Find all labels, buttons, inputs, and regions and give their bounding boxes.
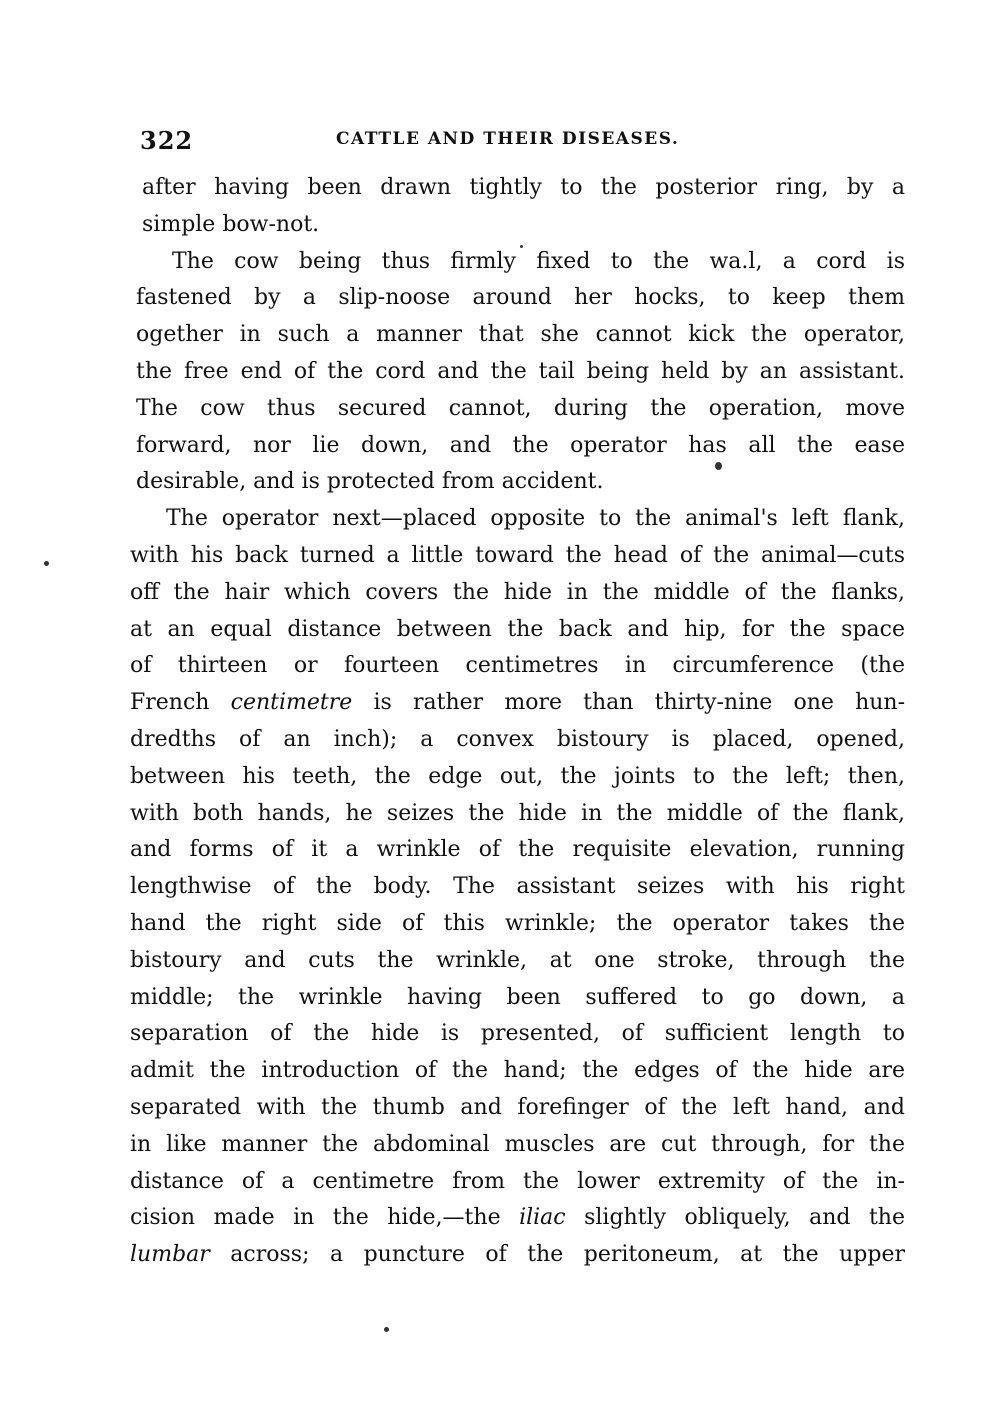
text-line: hand the right side of this wrinkle; the operator takes the	[130, 910, 905, 936]
running-title: CATTLE AND THEIR DISEASES.	[336, 129, 680, 149]
text-line: fastened by a slip-noose around her hocks, to keep them	[136, 285, 905, 311]
text-line: simple bow-not.	[142, 211, 320, 237]
text-line: with both hands, he seizes the hide in the middle of the flank,	[130, 800, 905, 826]
text-line: the free end of the cord and the tail being held by an assistant.	[136, 358, 905, 384]
text-line: dredths of an inch); a convex bistoury is placed, opened,	[130, 726, 905, 752]
text-line: and forms of it a wrinkle of the requisite elevation, running	[130, 837, 905, 863]
text-line: after having been drawn tightly to the posterior ring, by a	[142, 175, 905, 200]
italic-term: iliac	[519, 1205, 566, 1231]
text-line: lengthwise of the body. The assistant seizes with his right	[130, 874, 905, 900]
paragraph-3	[130, 501, 905, 1274]
italic-term: lumbar	[130, 1242, 210, 1268]
text-fragment: cision made in the hide,—the	[130, 1205, 501, 1231]
text-line: forward, nor lie down, and the operator has all the ease	[136, 432, 905, 458]
paragraph-1	[142, 170, 905, 244]
text-fragment: slightly obliquely, and the	[584, 1205, 905, 1231]
text-line: of thirteen or fourteen centimetres in circumference (the	[130, 653, 905, 679]
text-line: ogether in such a manner that she cannot kick the operator,	[136, 322, 905, 348]
text-line	[130, 685, 905, 722]
running-head	[140, 126, 920, 156]
text-fragment: across; a puncture of the peritoneum, at the upper	[230, 1242, 905, 1268]
text-line: admit the introduction of the hand; the edges of the hide are	[130, 1058, 905, 1084]
text-line: middle; the wrinkle having been suffered to go down, a	[130, 984, 905, 1010]
text-line: The operator next—placed opposite to the animal's left flank,	[166, 506, 905, 532]
text-line: distance of a centimetre from the lower extremity of the in-	[130, 1168, 905, 1194]
text-line	[130, 1237, 905, 1274]
body-text	[130, 170, 905, 1274]
text-line: at an equal distance between the back and hip, for the space	[130, 616, 905, 642]
scan-speck	[520, 245, 523, 248]
italic-term: centimetre	[230, 690, 353, 716]
text-line: separation of the hide is presented, of sufficient length to	[130, 1021, 905, 1047]
text-fragment: French	[130, 690, 210, 716]
paragraph-2	[136, 244, 905, 502]
text-line: off the hair which covers the hide in the middle of the flanks,	[130, 579, 905, 605]
text-line: bistoury and cuts the wrinkle, at one stroke, through the	[130, 947, 905, 973]
text-line: The cow being thus firmly fixed to the wa.l, a cord is	[172, 248, 905, 274]
text-line	[130, 1200, 905, 1237]
text-line: The cow thus secured cannot, during the operation, move	[136, 395, 905, 421]
scan-speck	[384, 1327, 389, 1332]
text-line: with his back turned a little toward the head of the animal—cuts	[130, 542, 905, 568]
text-line: in like manner the abdominal muscles are cut through, for the	[130, 1131, 905, 1157]
text-fragment: is rather more than thirty-nine one hun-	[373, 690, 906, 716]
text-line: separated with the thumb and forefinger of the left hand, and	[130, 1094, 905, 1120]
text-line: between his teeth, the edge out, the joints to the left; then,	[130, 763, 905, 789]
scan-speck	[44, 561, 49, 566]
page-number: 322	[140, 126, 194, 155]
scan-speck	[715, 462, 722, 470]
text-line: desirable, and is protected from accident.	[136, 469, 604, 495]
